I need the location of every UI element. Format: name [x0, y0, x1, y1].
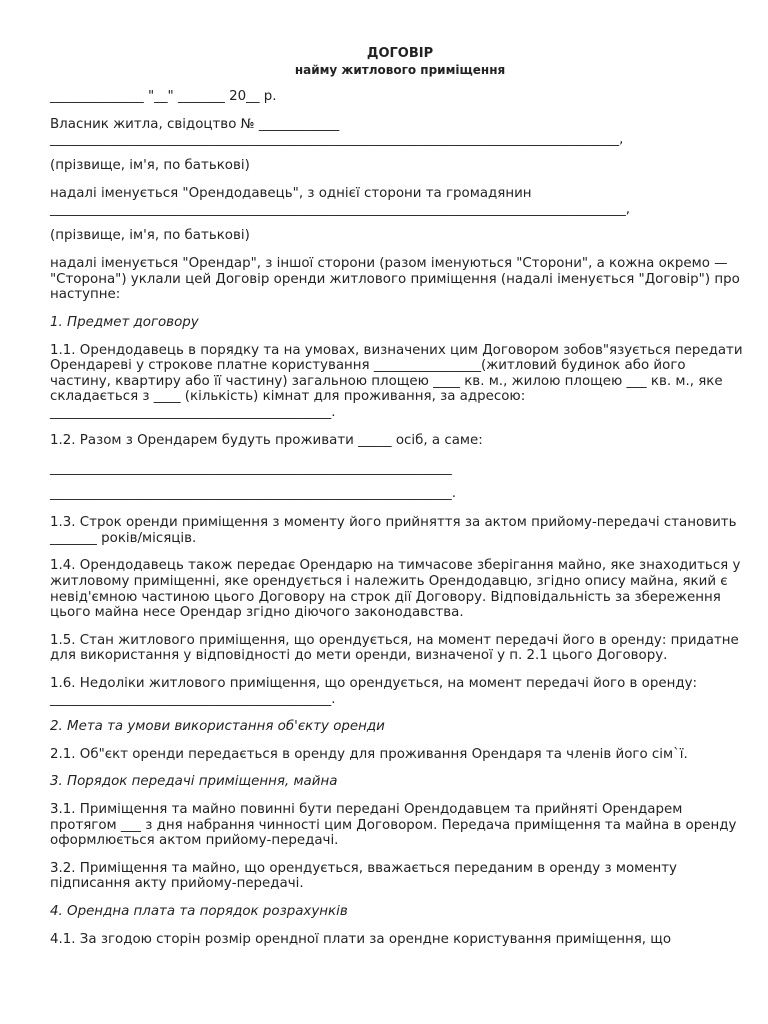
fio-caption-1: (прізвище, ім'я, по батькові) — [50, 157, 250, 173]
landlord-line: надалі іменується "Орендодавець", з однієї сторони та громадянин — [50, 186, 532, 202]
clause-4-1: 4.1. За згодою сторін розмір орендної плати за орендне користування приміщення, що — [50, 931, 672, 947]
clause-2-1: 2.1. Об"єкт оренди передається в оренду для проживання Орендаря та членів його сім`ї. — [50, 746, 688, 762]
section-2-heading: 2. Мета та умови використання об'єкту оренди — [50, 719, 385, 735]
clause-1-2: 1.2. Разом з Орендарем будуть проживати _____ осіб, а саме: — [50, 432, 483, 448]
clause-1-4: 1.4. Орендодавець також передає Орендарю на тимчасове зберігання майно, яке знаходиться у житловому приміщенні, яке орендується і належить Орендодавцю, згідно опису майна, який є невід'ємною частиною цього Договору на строк дії Договору. Відповідальність за збереження цього майна несе Орендар згідно діючого законодавства. — [50, 558, 745, 621]
section-3-heading: 3. Порядок передачі приміщення, майна — [50, 774, 338, 790]
contract-page — [50, 46, 750, 959]
fio-caption-2: (прізвище, ім'я, по батькові) — [50, 227, 250, 243]
residents-blank-a: ____________________________________________________________ — [50, 461, 452, 477]
clause-3-2: 3.2. Приміщення та майно, що орендується, вважається переданим в оренду з моменту підписання акту прийому-передачі. — [50, 860, 682, 892]
document-subtitle: найму житлового приміщення — [294, 63, 506, 77]
owner-line: Власник житла, свідоцтво № ____________ — [50, 116, 340, 132]
clause-1-6: 1.6. Недоліки житлового приміщення, що орендується, на момент передачі його в оренду: __________________________________________. — [50, 676, 702, 707]
section-1-heading: 1. Предмет договору — [50, 314, 199, 330]
clause-1-5: 1.5. Стан житлового приміщення, що орендується, на момент передачі його в оренду: придатне для використання у відповідності до мети оренди, визначеної у п. 2.1 цього Договору. — [50, 632, 744, 664]
clause-1-1: 1.1. Орендодавець в порядку та на умовах, визначених цим Договором зобов"язується передати Орендареві у строкове платне користування ________________(житловий будинок або його частину, квартиру або її частину) загальною площею ____ кв. м., жилою площею ___ кв. м., яке складається з ____ (кількість) кімнат для проживання, за адресою: __________________________________________. — [50, 342, 747, 420]
tenant-intro: надалі іменується "Орендар", з іншої сторони (разом іменуються "Сторони", а кожна окремо — "Сторона") уклали цей Договір оренди житлового приміщення (надалі іменується "Договір") про наступне: — [50, 256, 745, 303]
clause-3-1: 3.1. Приміщення та майно повинні бути передані Орендодавцем та прийняті Орендарем протягом ___ з дня набрання чинності цим Договором. Передача приміщення та майна в оренду оформлюється актом прийому-передачі. — [50, 802, 741, 849]
owner-blank-line: _____________________________________________________________________________________, — [50, 132, 624, 148]
document-title: ДОГОВІР — [366, 46, 434, 61]
residents-blank-b: ____________________________________________________________. — [50, 485, 456, 501]
clause-1-3: 1.3. Строк оренди приміщення з моменту його прийняття за актом прийому-передачі становить _______ років/місяців. — [50, 515, 741, 546]
citizen-blank-line: ______________________________________________________________________________________, — [50, 201, 631, 217]
section-4-heading: 4. Орендна плата та порядок розрахунків — [50, 903, 348, 919]
date-line: ______________ "__" _______ 20__ р. — [50, 89, 277, 104]
